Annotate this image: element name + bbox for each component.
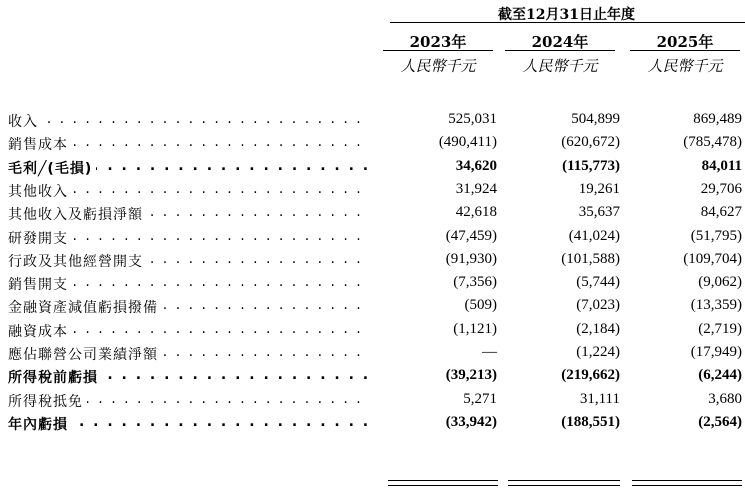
row-value-2025: (2,564) [698,413,742,430]
row-label-text: 所得稅抵免 [8,394,87,410]
row-label [8,297,368,320]
row-value-2023: (39,213) [445,367,497,384]
total-double-underline-2025 [632,480,742,486]
row-label-text: 其他收入 [8,184,72,200]
table-row [0,228,745,251]
column-unit-2023: 人民幣千元 [400,57,476,75]
row-value-2025: (109,704) [683,250,742,267]
row-value-2024: 35,637 [578,204,620,221]
row-value-2024: 31,111 [579,390,620,407]
row-label-text: 融資成本 [8,324,72,340]
row-value-2024: (101,588) [561,250,620,267]
table-row [0,344,745,367]
row-value-2023: 525,031 [448,111,497,127]
row-label [8,344,368,367]
row-label [8,367,368,390]
table-row [0,391,745,414]
row-label [8,274,368,297]
row-value-2023: 5,271 [463,390,497,407]
row-value-2023: 34,620 [455,157,497,174]
row-value-2024: (188,551) [561,413,620,430]
table-row [0,251,745,274]
row-value-2025: 84,627 [700,204,742,221]
row-value-2023: (91,930) [445,250,497,267]
row-value-2024: (2,184) [576,320,620,337]
column-unit-2024: 人民幣千元 [522,57,598,75]
row-label [8,414,368,437]
row-value-2025: (51,795) [690,227,742,244]
row-label [8,251,368,274]
row-value-2024: 504,899 [571,111,620,127]
row-label [8,181,368,204]
row-value-2025: (785,478) [683,134,742,151]
row-label-text: 應佔聯營公司業績淨額 [8,347,162,363]
table-row [0,204,745,227]
row-value-2023: (33,942) [445,413,497,430]
column-underline-2025 [630,50,740,51]
row-label-text: 銷售成本 [8,137,72,153]
row-label [8,158,368,181]
row-value-2023: 42,618 [455,204,497,221]
row-value-2024: (5,744) [576,274,620,291]
row-label-text: 銷售開支 [8,277,72,293]
row-value-2024: (7,023) [576,297,620,314]
row-label-text: 年內虧損 [8,417,72,433]
table-row [0,181,745,204]
total-double-underline-2024 [508,480,620,486]
row-value-2025: 869,489 [693,111,742,127]
row-value-2025: (13,359) [690,297,742,314]
row-label-text: 其他收入及虧損淨額 [8,207,147,223]
row-value-2025: (9,062) [698,274,742,291]
row-value-2025: (17,949) [690,344,742,360]
row-label-text: 所得稅前虧損 [8,370,102,386]
row-value-2024: 19,261 [578,180,620,197]
row-label [8,204,368,227]
row-label [8,134,368,157]
row-label [8,228,368,251]
row-label [8,321,368,344]
table-row [0,414,745,437]
table-row [0,297,745,320]
row-label-text: 毛利╱(毛損) [8,161,96,177]
total-double-underline-2023 [388,480,498,486]
column-underline-2023 [383,50,493,51]
table-row [0,367,745,390]
row-value-2025: 84,011 [701,157,742,174]
row-value-2024: (115,773) [562,157,620,174]
row-value-2024: (620,672) [561,134,620,151]
row-value-2023: 31,924 [455,180,497,197]
table-row [0,134,745,157]
table-row [0,321,745,344]
row-value-2024: (41,024) [568,227,620,244]
period-header-rule [390,22,745,23]
column-underline-2024 [505,50,615,51]
row-label-text: 收入 [8,114,42,130]
column-header-2024: 2024年 [531,33,589,51]
row-value-2025: (2,719) [698,320,742,337]
row-label-text: 行政及其他經營開支 [8,254,147,270]
row-label-text: 研發開支 [8,231,72,247]
row-value-2025: 3,680 [708,390,742,407]
table-row [0,111,745,134]
table-row [0,158,745,181]
row-value-2023: — [482,344,497,360]
row-value-2023: (490,411) [438,134,497,151]
row-value-2025: 29,706 [700,180,742,197]
row-value-2024: (219,662) [561,367,620,384]
row-value-2023: (47,459) [445,227,497,244]
period-header: 截至12月31日止年度 [498,7,635,23]
row-value-2023: (7,356) [453,274,497,291]
column-unit-2025: 人民幣千元 [647,57,723,75]
row-label-text: 金融資產減值虧損撥備 [8,300,162,316]
row-value-2023: (509) [464,297,497,314]
row-value-2025: (6,244) [698,367,742,384]
table-row [0,274,745,297]
row-value-2024: (1,224) [576,344,620,360]
row-value-2023: (1,121) [453,320,497,337]
row-label [8,111,368,134]
row-label [8,391,368,414]
column-header-2025: 2025年 [656,33,714,51]
column-header-2023: 2023年 [409,33,467,51]
